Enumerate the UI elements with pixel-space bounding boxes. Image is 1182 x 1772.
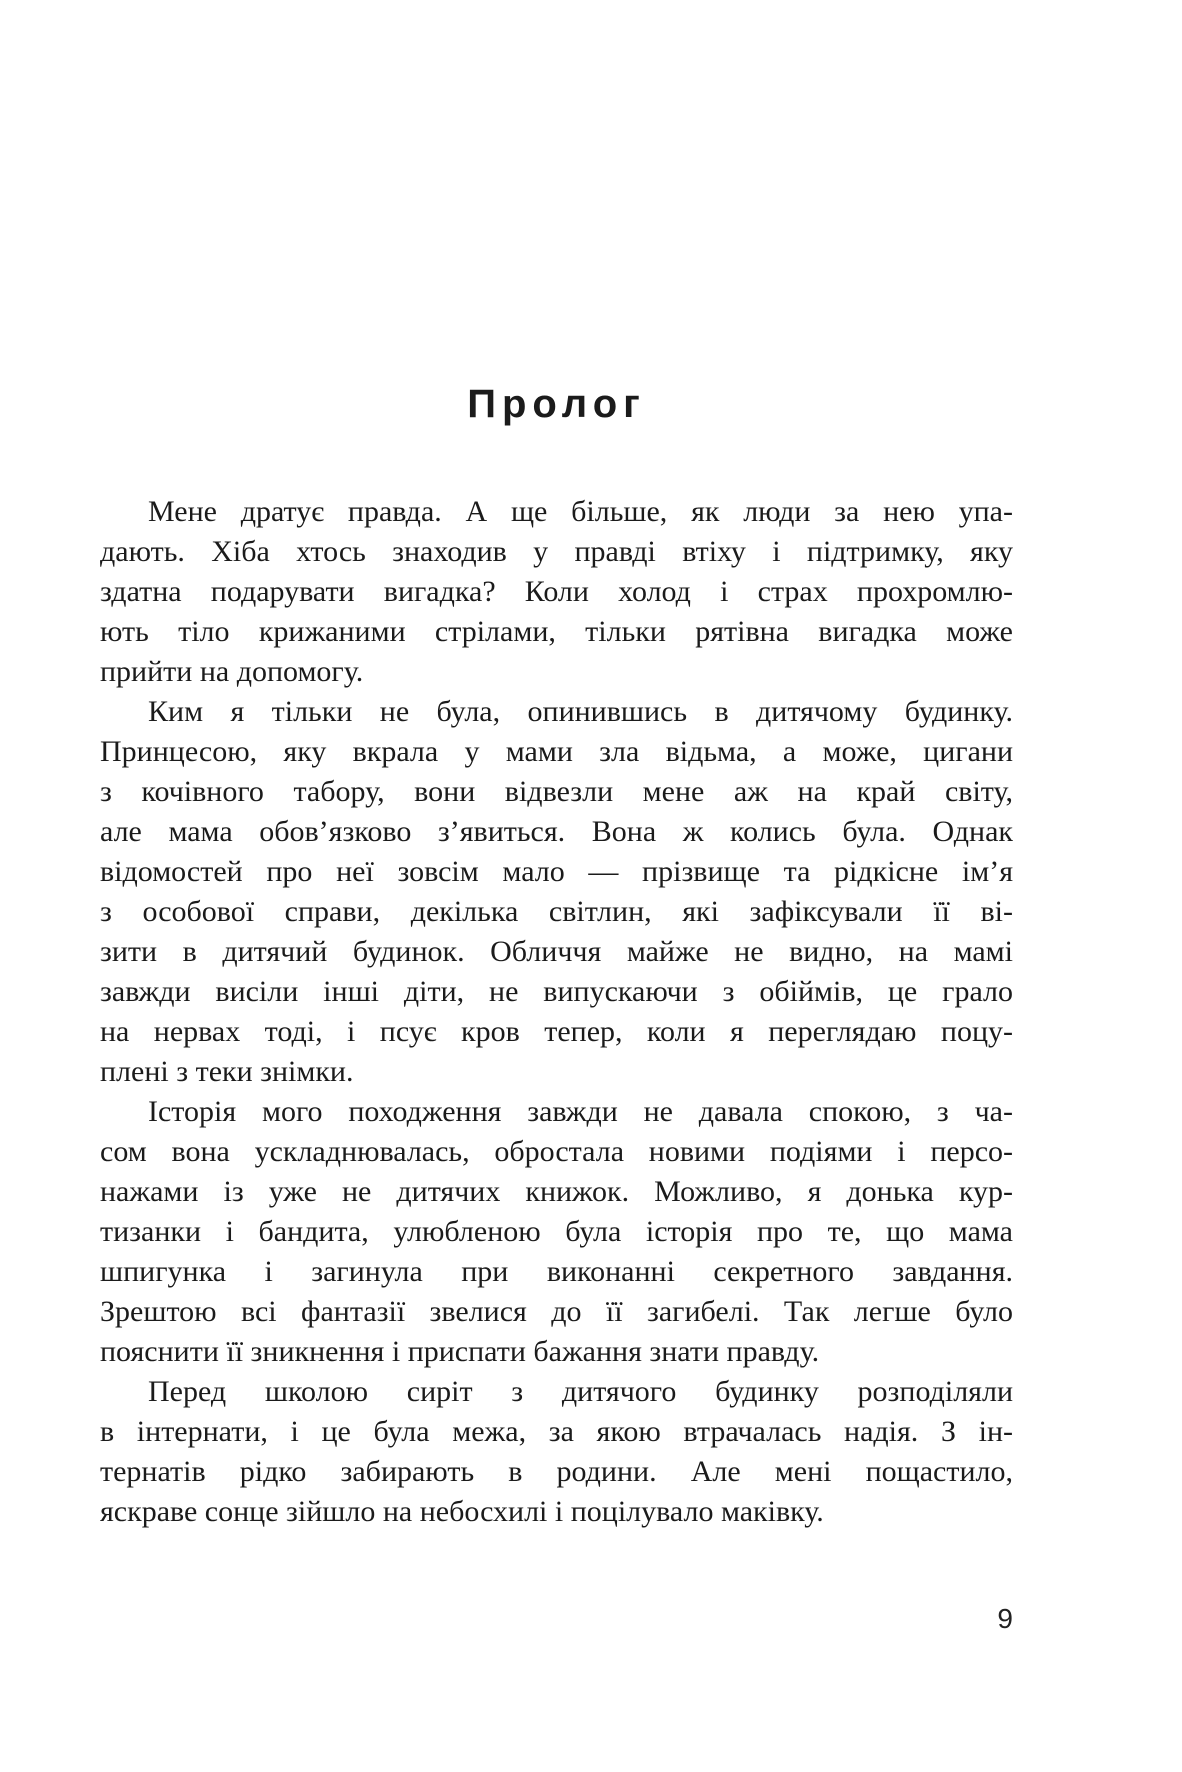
text-line: здатна подарувати вигадка? Коли холод і страх прохромлю- (100, 575, 1013, 608)
body-text (100, 492, 1013, 1532)
paragraph-4 (100, 1372, 1013, 1532)
paragraph-3 (100, 1092, 1013, 1372)
text-line: сом вона ускладнювалась, обростала новими подіями і персо- (100, 1135, 1013, 1168)
page-content (100, 382, 1013, 1636)
text-line: відомостей про неї зовсім мало — прізвище та рідкісне ім’я (100, 855, 1013, 888)
text-line: тизанки і бандита, улюбленою була історія про те, що мама (100, 1215, 1013, 1248)
text-line: зити в дитячий будинок. Обличчя майже не видно, на мамі (100, 935, 1013, 968)
text-line: пояснити її зникнення і приспати бажання знати правду. (100, 1335, 820, 1368)
text-line: Принцесою, яку вкрала у мами зла відьма, а може, цигани (100, 735, 1013, 768)
paragraph-1 (100, 492, 1013, 692)
text-line: завжди висіли інші діти, не випускаючи з обіймів, це грало (100, 975, 1013, 1008)
text-line: Історія мого походження завжди не давала спокою, з ча- (148, 1095, 1013, 1128)
text-line: плені з теки знімки. (100, 1055, 354, 1088)
text-line: прийти на допомогу. (100, 655, 364, 688)
text-line: шпигунка і загинула при виконанні секретного завдання. (100, 1255, 1013, 1288)
paragraph-2 (100, 692, 1013, 1092)
text-line: Перед школою сиріт з дитячого будинку розподіляли (148, 1375, 1013, 1408)
text-line: нажами із уже не дитячих книжок. Можливо, я донька кур- (100, 1175, 1013, 1208)
text-line: в інтернати, і це була межа, за якою втрачалась надія. З ін- (100, 1415, 1013, 1448)
text-line: яскраве сонце зійшло на небосхилі і поцілувало маківку. (100, 1495, 824, 1528)
text-line: тернатів рідко забирають в родини. Але мені пощастило, (100, 1455, 1013, 1488)
text-line: але мама обов’язково з’явиться. Вона ж колись була. Однак (100, 815, 1013, 848)
text-line: ють тіло крижаними стрілами, тільки рятівна вигадка може (100, 615, 1013, 648)
text-line: на нервах тоді, і псує кров тепер, коли я переглядаю поцу- (100, 1015, 1013, 1048)
chapter-title: Пролог (467, 382, 646, 426)
text-line: Зрештою всі фантазії звелися до її загибелі. Так легше було (100, 1295, 1013, 1328)
text-line: Ким я тільки не була, опинившись в дитячому будинку. (148, 695, 1013, 728)
text-line: Мене дратує правда. А ще більше, як люди за нею упа- (148, 495, 1013, 528)
page-number: 9 (997, 1603, 1013, 1634)
text-line: з особової справи, декілька світлин, які зафіксували її ві- (100, 895, 1013, 928)
text-line: дають. Хіба хтось знаходив у правді втіху і підтримку, яку (100, 535, 1013, 568)
text-line: з кочівного табору, вони відвезли мене аж на край світу, (100, 775, 1013, 808)
